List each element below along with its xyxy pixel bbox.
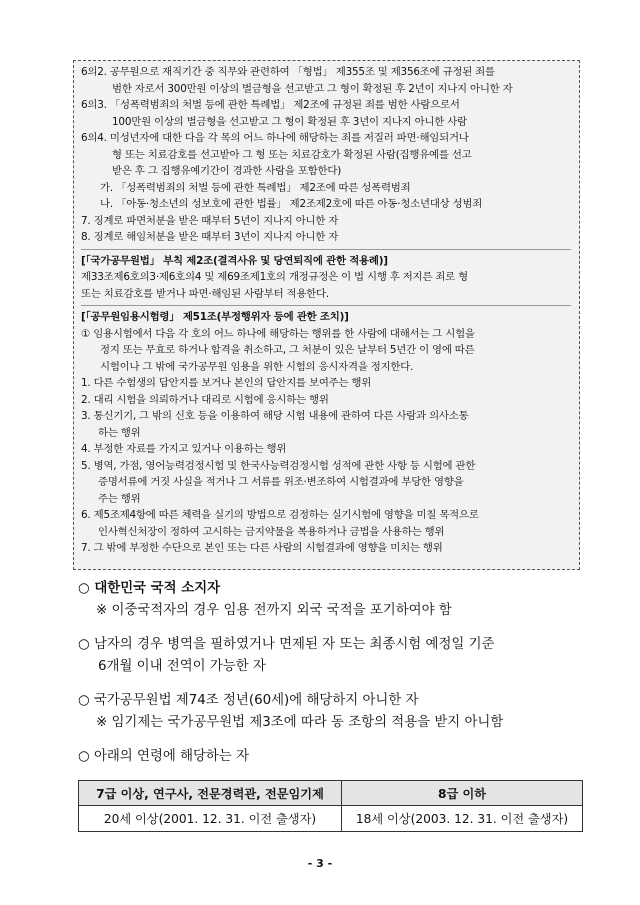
excerpt-line: 하는 행위: [98, 426, 141, 439]
requirement-text: ○ 아래의 연령에 해당하는 자: [78, 749, 249, 764]
excerpt-line: 6의4. 미성년자에 대한 다음 각 목의 어느 하나에 해당하는 죄를 저질러 파면·해임되거나: [81, 132, 469, 144]
excerpt-divider: [81, 249, 571, 250]
excerpt-line: 7. 징계로 파면처분을 받은 때부터 5년이 지나지 아니한 자: [81, 214, 339, 227]
requirement-text-cont: 6개월 이내 전역이 가능한 자: [98, 659, 266, 674]
page-number: - 3 -: [307, 857, 333, 870]
age-table-header-row: [79, 781, 583, 806]
excerpt-line: 증명서류에 거짓 사실을 적거나 그 서류를 위조·변조하여 시험결과에 부당한 영향을: [98, 476, 464, 488]
excerpt-divider: [81, 305, 571, 306]
requirement-note: ※ 임기제는 국가공무원법 제3조에 따라 동 조항의 적용을 받지 아니함: [96, 715, 504, 730]
excerpt-line: 제33조제6호의3·제6호의4 및 제69조제1호의 개정규정은 이 법 시행 후 저지른 죄로 형: [81, 271, 468, 283]
excerpt-line: 시험이나 그 밖에 국가공무원 임용을 위한 시험의 응시자격을 정지한다.: [100, 360, 414, 373]
excerpt-line: 3. 통신기기, 그 밖의 신호 등을 이용하여 해당 시험 내용에 관하여 다른 사람과 의사소통: [81, 410, 469, 422]
excerpt-line: 받은 후 그 집행유예기간이 경과한 사람을 포함한다): [112, 165, 342, 177]
requirement-age: [78, 746, 598, 768]
excerpt-line: 6의3. 「성폭력범죄의 처벌 등에 관한 특례법」 제2조에 규정된 죄를 범한 사람으로서: [81, 99, 460, 111]
legal-excerpt-box: [73, 60, 580, 570]
requirement-text: ○ 대한민국 국적 소지자: [78, 581, 221, 596]
excerpt-line: 100만원 이상의 벌금형을 선고받고 그 형이 확정된 후 3년이 지나지 아니한 사람: [112, 115, 467, 128]
excerpt-line: 2. 대리 시험을 의뢰하거나 대리로 시험에 응시하는 행위: [81, 393, 329, 406]
excerpt-heading: [「공무원임용시험령」 제51조(부정행위자 등에 관한 조치)]: [81, 311, 349, 323]
excerpt-line: 6의2. 공무원으로 재직기간 중 직무와 관련하여 「형법」 제355조 및 제356조에 규정된 죄를: [81, 66, 495, 78]
excerpt-line: 나. 「아동·청소년의 성보호에 관한 법률」 제2조제2호에 따른 아동·청소년대상 성범죄: [100, 198, 483, 210]
excerpt-line: 8. 징계로 해임처분을 받은 때부터 3년이 지나지 아니한 자: [81, 231, 339, 243]
excerpt-line: 형 또는 치료감호를 선고받아 그 형 또는 치료감호가 확정된 사람(집행유예를 선고: [112, 148, 472, 161]
excerpt-line: 7. 그 밖에 부정한 수단으로 본인 또는 다른 사람의 시험결과에 영향을 미치는 행위: [81, 542, 443, 554]
requirement-nationality: [78, 578, 598, 622]
age-table-header-grade8: 8급 이하: [342, 781, 583, 806]
age-table-cell-grade8: 18세 이상(2003. 12. 31. 이전 출생자): [342, 806, 583, 832]
age-table-cell-grade7: 20세 이상(2001. 12. 31. 이전 출생자): [79, 806, 342, 832]
requirement-retirement-age: [78, 690, 598, 734]
excerpt-line: 4. 부정한 자료를 가지고 있거나 이용하는 행위: [81, 443, 287, 455]
excerpt-line: 5. 병역, 가점, 영어능력검정시험 및 한국사능력검정시험 성적에 관한 사항 등 시험에 관한: [81, 459, 476, 472]
requirement-note: ※ 이중국적자의 경우 임용 전까지 외국 국적을 포기하여야 함: [96, 603, 452, 618]
requirement-military: [78, 634, 598, 678]
age-table-header-grade7: 7급 이상, 연구사, 전문경력관, 전문임기제: [79, 781, 342, 806]
excerpt-line: 정지 또는 무효로 하거나 합격을 취소하고, 그 처분이 있은 날부터 5년간 이 영에 따른: [100, 344, 475, 356]
excerpt-line: 범한 자로서 300만원 이상의 벌금형을 선고받고 그 형이 확정된 후 2년이 지나지 아니한 자: [112, 82, 513, 95]
excerpt-line: 6. 제5조제4항에 따른 체력을 실기의 방법으로 검정하는 실기시험에 영향을 미칠 목적으로: [81, 509, 479, 521]
age-table-row: [79, 806, 583, 832]
excerpt-line: ① 임용시험에서 다음 각 호의 어느 하나에 해당하는 행위를 한 사람에 대해서는 그 시험을: [81, 327, 475, 340]
requirement-text: ○ 국가공무원법 제74조 정년(60세)에 해당하지 아니한 자: [78, 693, 419, 708]
requirement-text: ○ 남자의 경우 병역을 필하였거나 면제된 자 또는 최종시험 예정일 기준: [78, 637, 495, 652]
excerpt-line: 인사혁신처장이 정하여 고시하는 금지약물을 복용하거나 금법을 사용하는 행위: [98, 525, 445, 538]
excerpt-line: 또는 치료감호를 받거나 파면·해임된 사람부터 적용한다.: [81, 287, 329, 300]
excerpt-line: 1. 다른 수험생의 답안지를 보거나 본인의 답안지를 보여주는 행위: [81, 377, 372, 389]
excerpt-heading: [「국가공무원법」 부칙 제2조(결격사유 및 당연퇴직에 관한 적용례)]: [81, 254, 388, 267]
age-table: [78, 780, 583, 832]
excerpt-line: 가. 「성폭력범죄의 처벌 등에 관한 특례법」 제2조에 따른 성폭력범죄: [100, 181, 411, 194]
excerpt-line: 주는 행위: [98, 492, 141, 505]
